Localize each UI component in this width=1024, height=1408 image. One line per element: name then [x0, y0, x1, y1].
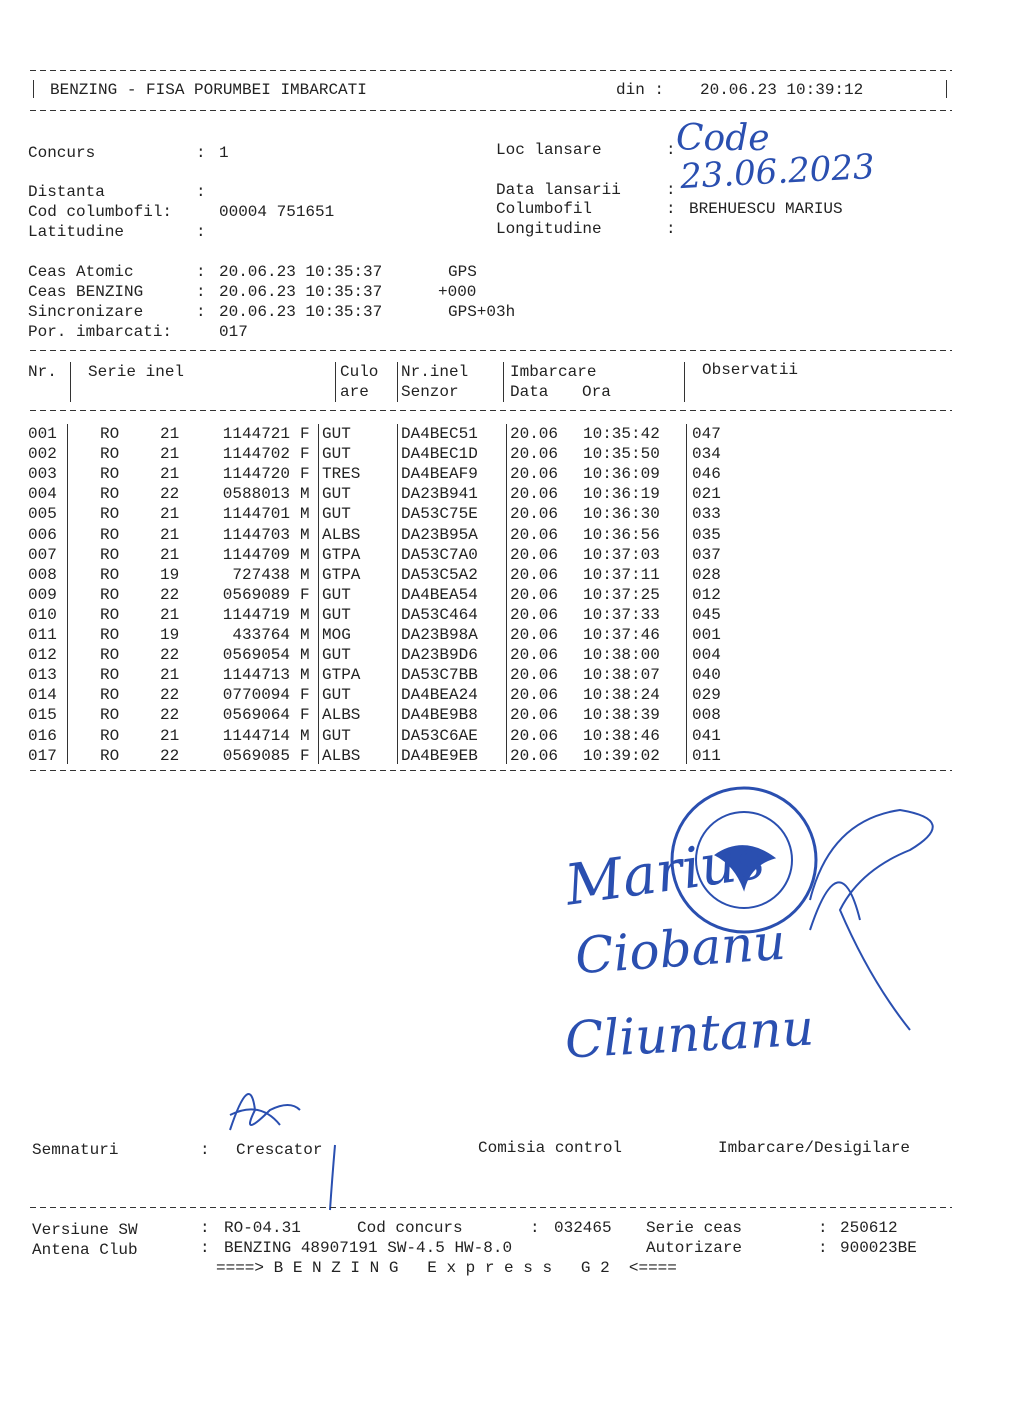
- cell-sex: M: [300, 626, 310, 644]
- cod-concurs-label: Cod concurs: [357, 1219, 463, 1237]
- cell-color: TRES: [322, 465, 361, 484]
- cell-ring: 1144719: [222, 605, 290, 624]
- cell-sex: M: [300, 646, 310, 665]
- cell-obs: 045: [692, 605, 721, 624]
- cell-time: 10:36:19: [583, 485, 660, 504]
- cell-country: RO: [100, 545, 120, 564]
- col-culoare-1: Culo: [340, 363, 379, 381]
- cell-obs: 046: [692, 465, 721, 484]
- cell-sex: M: [300, 666, 310, 685]
- cell-date: 20.06: [510, 605, 559, 624]
- cell-year: 19: [160, 626, 180, 644]
- col-separator: [335, 362, 336, 402]
- cell-obs: 021: [692, 485, 721, 504]
- colon: :: [666, 200, 676, 218]
- sync-label: Sincronizare: [28, 303, 144, 321]
- cell-country: RO: [100, 686, 120, 705]
- cell-date: 20.06: [510, 646, 559, 665]
- cell-ring: 1144702: [222, 445, 290, 464]
- divider: [30, 350, 952, 351]
- cell-color: GUT: [322, 686, 351, 705]
- cell-sex: F: [300, 585, 310, 604]
- concurs-label: Concurs: [28, 144, 96, 162]
- cell-sex: M: [300, 605, 310, 624]
- cell-time: 10:38:00: [583, 646, 660, 665]
- cell-ring: 1144713: [222, 666, 290, 685]
- cell-color: ALBS: [322, 706, 361, 725]
- cell-nr: 007: [28, 545, 57, 564]
- cell-sensor: DA53C7A0: [401, 545, 478, 564]
- cell-nr: 008: [28, 565, 57, 584]
- cod-concurs-value: 032465: [554, 1219, 612, 1237]
- cell-obs: 011: [692, 746, 721, 765]
- autorizare-value: 900023BE: [840, 1239, 917, 1257]
- din-label: din :: [616, 81, 665, 99]
- cell-country: RO: [100, 565, 120, 584]
- cell-obs: 047: [692, 425, 721, 443]
- cell-year: 22: [160, 746, 180, 765]
- cell-ring: 1144709: [222, 545, 290, 564]
- cell-time: 10:37:11: [583, 565, 660, 584]
- colon: :: [196, 283, 206, 301]
- cell-sex: M: [300, 485, 310, 504]
- border: [33, 80, 34, 98]
- comisia-label: Comisia control: [478, 1139, 623, 1157]
- cell-sex: M: [300, 545, 310, 564]
- cell-color: GUT: [322, 585, 351, 604]
- border: [946, 80, 947, 98]
- cell-time: 10:37:25: [583, 585, 660, 604]
- col-nr: Nr.: [28, 363, 57, 381]
- cell-color: GUT: [322, 425, 351, 443]
- cell-time: 10:38:24: [583, 686, 660, 705]
- cell-obs: 029: [692, 686, 721, 705]
- cell-year: 22: [160, 686, 180, 705]
- cell-nr: 010: [28, 605, 57, 624]
- cell-nr: 002: [28, 445, 57, 464]
- colon: :: [666, 181, 676, 199]
- cell-sensor: DA23B941: [401, 485, 478, 504]
- cell-country: RO: [100, 726, 120, 745]
- cell-color: GUT: [322, 646, 351, 665]
- cell-year: 21: [160, 666, 180, 685]
- col-separator: [70, 362, 71, 402]
- cell-ring: 1144721: [222, 425, 290, 443]
- versiune-label: Versiune SW: [32, 1221, 138, 1239]
- col-serie-inel: Serie inel: [88, 363, 185, 381]
- cell-ring: 0588013: [222, 485, 290, 504]
- cell-obs: 035: [692, 525, 721, 544]
- colon: :: [666, 220, 676, 238]
- cell-obs: 040: [692, 666, 721, 685]
- cell-obs: 034: [692, 445, 721, 464]
- cell-sensor: DA53C7BB: [401, 666, 478, 685]
- cell-obs: 012: [692, 585, 721, 604]
- cell-time: 10:37:03: [583, 545, 660, 564]
- cell-country: RO: [100, 746, 120, 765]
- cell-time: 10:36:30: [583, 505, 660, 524]
- cell-time: 10:37:46: [583, 626, 660, 644]
- colon: :: [196, 263, 206, 281]
- colon: :: [666, 141, 676, 159]
- cell-date: 20.06: [510, 425, 559, 443]
- col-separator: [67, 424, 68, 764]
- cell-country: RO: [100, 666, 120, 685]
- cell-sex: F: [300, 686, 310, 705]
- cell-sensor: DA4BE9EB: [401, 746, 478, 765]
- cell-country: RO: [100, 505, 120, 524]
- atomic-value: 20.06.23 10:35:37: [219, 263, 383, 281]
- cell-nr: 012: [28, 646, 57, 665]
- cell-sensor: DA4BEAF9: [401, 465, 478, 484]
- cell-sex: F: [300, 465, 310, 484]
- benzing-suffix: +000: [438, 283, 477, 301]
- cell-ring: 1144714: [222, 726, 290, 745]
- cell-nr: 017: [28, 746, 57, 765]
- por-value: 017: [219, 323, 248, 341]
- divider: [30, 770, 952, 771]
- versiune-value: RO-04.31: [224, 1219, 301, 1237]
- cell-ring: 0569089: [222, 585, 290, 604]
- columbofil-label: Columbofil: [496, 200, 593, 218]
- cell-sensor: DA4BEC1D: [401, 445, 478, 464]
- atomic-suffix: GPS: [448, 263, 477, 281]
- cell-color: ALBS: [322, 746, 361, 765]
- cell-time: 10:35:42: [583, 425, 660, 443]
- cell-country: RO: [100, 706, 120, 725]
- cell-ring: 727438: [232, 565, 290, 584]
- divider: [30, 1207, 952, 1208]
- cell-sensor: DA23B98A: [401, 626, 478, 644]
- cell-nr: 003: [28, 465, 57, 484]
- por-label: Por. imbarcati:: [28, 323, 173, 341]
- cell-ring: 0770094: [222, 686, 290, 705]
- colon: :: [196, 303, 206, 321]
- cell-country: RO: [100, 485, 120, 504]
- cell-sensor: DA23B95A: [401, 525, 478, 544]
- signature-1: Marius: [561, 826, 769, 919]
- col-separator: [506, 424, 507, 764]
- col-separator: [503, 362, 504, 402]
- sync-suffix: GPS+03h: [448, 303, 516, 321]
- colon: :: [200, 1141, 210, 1159]
- cell-date: 20.06: [510, 525, 559, 544]
- concurs-value: 1: [219, 144, 229, 162]
- cell-sensor: DA4BEA54: [401, 585, 478, 604]
- cell-sex: F: [300, 706, 310, 725]
- col-separator: [397, 424, 398, 764]
- cell-color: GUT: [322, 726, 351, 745]
- cell-time: 10:38:39: [583, 706, 660, 725]
- cell-obs: 028: [692, 565, 721, 584]
- data-value-handwritten: 23.06.2023: [679, 146, 876, 198]
- colon: :: [200, 1239, 210, 1257]
- cell-obs: 008: [692, 706, 721, 725]
- divider: [30, 110, 952, 111]
- benzing-label: Ceas BENZING: [28, 283, 144, 301]
- cell-nr: 001: [28, 425, 57, 443]
- serie-ceas-label: Serie ceas: [646, 1219, 743, 1237]
- atomic-label: Ceas Atomic: [28, 263, 134, 281]
- cell-obs: 041: [692, 726, 721, 745]
- col-senzor: Senzor: [401, 383, 459, 401]
- cod-label: Cod columbofil:: [28, 203, 173, 221]
- col-observatii: Observatii: [702, 361, 799, 379]
- cell-date: 20.06: [510, 565, 559, 584]
- col-separator: [397, 362, 398, 402]
- cell-date: 20.06: [510, 666, 559, 685]
- cell-obs: 001: [692, 626, 721, 644]
- crescator-label: Crescator: [236, 1141, 323, 1159]
- cell-year: 21: [160, 726, 180, 745]
- col-ora: Ora: [582, 383, 611, 401]
- cell-color: GUT: [322, 445, 351, 464]
- cell-color: GTPA: [322, 545, 361, 564]
- cell-nr: 006: [28, 525, 57, 544]
- cell-year: 22: [160, 485, 180, 504]
- columbofil-value: BREHUESCU MARIUS: [689, 200, 843, 218]
- cell-country: RO: [100, 445, 120, 464]
- cell-obs: 033: [692, 505, 721, 524]
- cell-year: 21: [160, 445, 180, 464]
- cell-date: 20.06: [510, 726, 559, 745]
- cell-ring: 1144701: [222, 505, 290, 524]
- divider: [30, 70, 952, 71]
- cell-sensor: DA23B9D6: [401, 646, 478, 665]
- sync-value: 20.06.23 10:35:37: [219, 303, 383, 321]
- signature-3: Cliuntanu: [563, 998, 816, 1070]
- cell-nr: 015: [28, 706, 57, 725]
- cell-obs: 037: [692, 545, 721, 564]
- cell-sensor: DA4BEC51: [401, 425, 478, 443]
- divider: [30, 410, 952, 411]
- cell-country: RO: [100, 646, 120, 665]
- loc-label: Loc lansare: [496, 141, 602, 159]
- cell-country: RO: [100, 525, 120, 544]
- cell-date: 20.06: [510, 465, 559, 484]
- cell-year: 21: [160, 525, 180, 544]
- cell-year: 21: [160, 545, 180, 564]
- cell-sex: M: [300, 565, 310, 584]
- cell-sensor: DA53C75E: [401, 505, 478, 524]
- cell-date: 20.06: [510, 485, 559, 504]
- loc-value-handwritten: Code: [676, 118, 770, 159]
- colon: :: [818, 1239, 828, 1257]
- col-separator: [318, 424, 319, 764]
- cell-time: 10:37:33: [583, 605, 660, 624]
- cell-sensor: DA53C5A2: [401, 565, 478, 584]
- cell-color: GTPA: [322, 666, 361, 685]
- col-data: Data: [510, 383, 549, 401]
- cell-nr: 014: [28, 686, 57, 705]
- cell-obs: 004: [692, 646, 721, 665]
- col-separator: [686, 424, 687, 764]
- cell-time: 10:38:46: [583, 726, 660, 745]
- din-value: 20.06.23 10:39:12: [700, 81, 864, 99]
- cell-ring: 433764: [232, 626, 290, 644]
- signature-scribble: [810, 810, 933, 1030]
- cell-year: 22: [160, 706, 180, 725]
- cell-year: 21: [160, 465, 180, 484]
- antena-value: BENZING 48907191 SW-4.5 HW-8.0: [224, 1239, 513, 1257]
- cell-nr: 013: [28, 666, 57, 685]
- cell-country: RO: [100, 425, 120, 443]
- cell-time: 10:36:56: [583, 525, 660, 544]
- cell-ring: 0569085: [222, 746, 290, 765]
- cell-country: RO: [100, 465, 120, 484]
- cell-sex: F: [300, 445, 310, 464]
- cell-country: RO: [100, 626, 120, 644]
- cell-color: ALBS: [322, 525, 361, 544]
- cell-date: 20.06: [510, 626, 559, 644]
- cell-date: 20.06: [510, 706, 559, 725]
- cell-nr: 005: [28, 505, 57, 524]
- cell-sex: M: [300, 525, 310, 544]
- cell-color: GUT: [322, 505, 351, 524]
- cell-ring: 0569064: [222, 706, 290, 725]
- document-title: BENZING - FISA PORUMBEI IMBARCATI: [50, 81, 367, 99]
- distanta-label: Distanta: [28, 183, 105, 201]
- colon: :: [200, 1219, 210, 1237]
- cell-date: 20.06: [510, 545, 559, 564]
- cell-sex: M: [300, 726, 310, 745]
- benzing-express-banner: ====> B E N Z I N G E x p r e s s G 2 <====: [216, 1259, 677, 1277]
- serie-ceas-value: 250612: [840, 1219, 898, 1237]
- cell-time: 10:39:02: [583, 746, 660, 765]
- cell-sex: F: [300, 425, 310, 443]
- colon: :: [818, 1219, 828, 1237]
- cell-nr: 004: [28, 485, 57, 504]
- cell-year: 19: [160, 565, 180, 584]
- cell-year: 21: [160, 425, 180, 443]
- cell-sex: F: [300, 746, 310, 765]
- cell-date: 20.06: [510, 505, 559, 524]
- data-label: Data lansarii: [496, 181, 621, 199]
- cell-time: 10:35:50: [583, 445, 660, 464]
- cell-ring: 1144720: [222, 465, 290, 484]
- cell-country: RO: [100, 605, 120, 624]
- cell-color: GUT: [322, 605, 351, 624]
- col-separator: [684, 362, 685, 402]
- cell-year: 21: [160, 505, 180, 524]
- cell-country: RO: [100, 585, 120, 604]
- cell-nr: 011: [28, 626, 57, 644]
- colon: :: [530, 1219, 540, 1237]
- col-culoare-2: are: [340, 383, 369, 401]
- autorizare-label: Autorizare: [646, 1239, 743, 1257]
- cell-date: 20.06: [510, 686, 559, 705]
- cell-year: 22: [160, 646, 180, 665]
- cell-year: 22: [160, 585, 180, 604]
- cell-sensor: DA53C464: [401, 605, 478, 624]
- cell-sensor: DA4BE9B8: [401, 706, 478, 725]
- longitudine-label: Longitudine: [496, 220, 602, 238]
- cell-color: GUT: [322, 485, 351, 504]
- cell-date: 20.06: [510, 746, 559, 765]
- cell-color: MOG: [322, 626, 351, 644]
- cell-sensor: DA53C6AE: [401, 726, 478, 745]
- cell-date: 20.06: [510, 445, 559, 464]
- cell-nr: 009: [28, 585, 57, 604]
- cell-time: 10:36:09: [583, 465, 660, 484]
- colon: :: [196, 223, 206, 241]
- cell-sensor: DA4BEA24: [401, 686, 478, 705]
- cell-color: GTPA: [322, 565, 361, 584]
- imbarcare-desigilare-label: Imbarcare/Desigilare: [718, 1139, 911, 1157]
- semnaturi-label: Semnaturi: [32, 1141, 119, 1159]
- col-imbarcare: Imbarcare: [510, 363, 597, 381]
- latitudine-label: Latitudine: [28, 223, 125, 241]
- cell-nr: 016: [28, 726, 57, 745]
- benzing-value: 20.06.23 10:35:37: [219, 283, 383, 301]
- cell-time: 10:38:07: [583, 666, 660, 685]
- col-nr-inel: Nr.inel: [401, 363, 469, 381]
- signature-2: Ciobanu: [573, 912, 788, 986]
- cod-value: 00004 751651: [219, 203, 335, 221]
- cell-date: 20.06: [510, 585, 559, 604]
- colon: :: [196, 144, 216, 162]
- colon: :: [196, 183, 206, 201]
- antena-label: Antena Club: [32, 1241, 138, 1259]
- cell-sex: M: [300, 505, 310, 524]
- cell-ring: 0569054: [222, 646, 290, 665]
- cell-year: 21: [160, 605, 180, 624]
- cell-ring: 1144703: [222, 525, 290, 544]
